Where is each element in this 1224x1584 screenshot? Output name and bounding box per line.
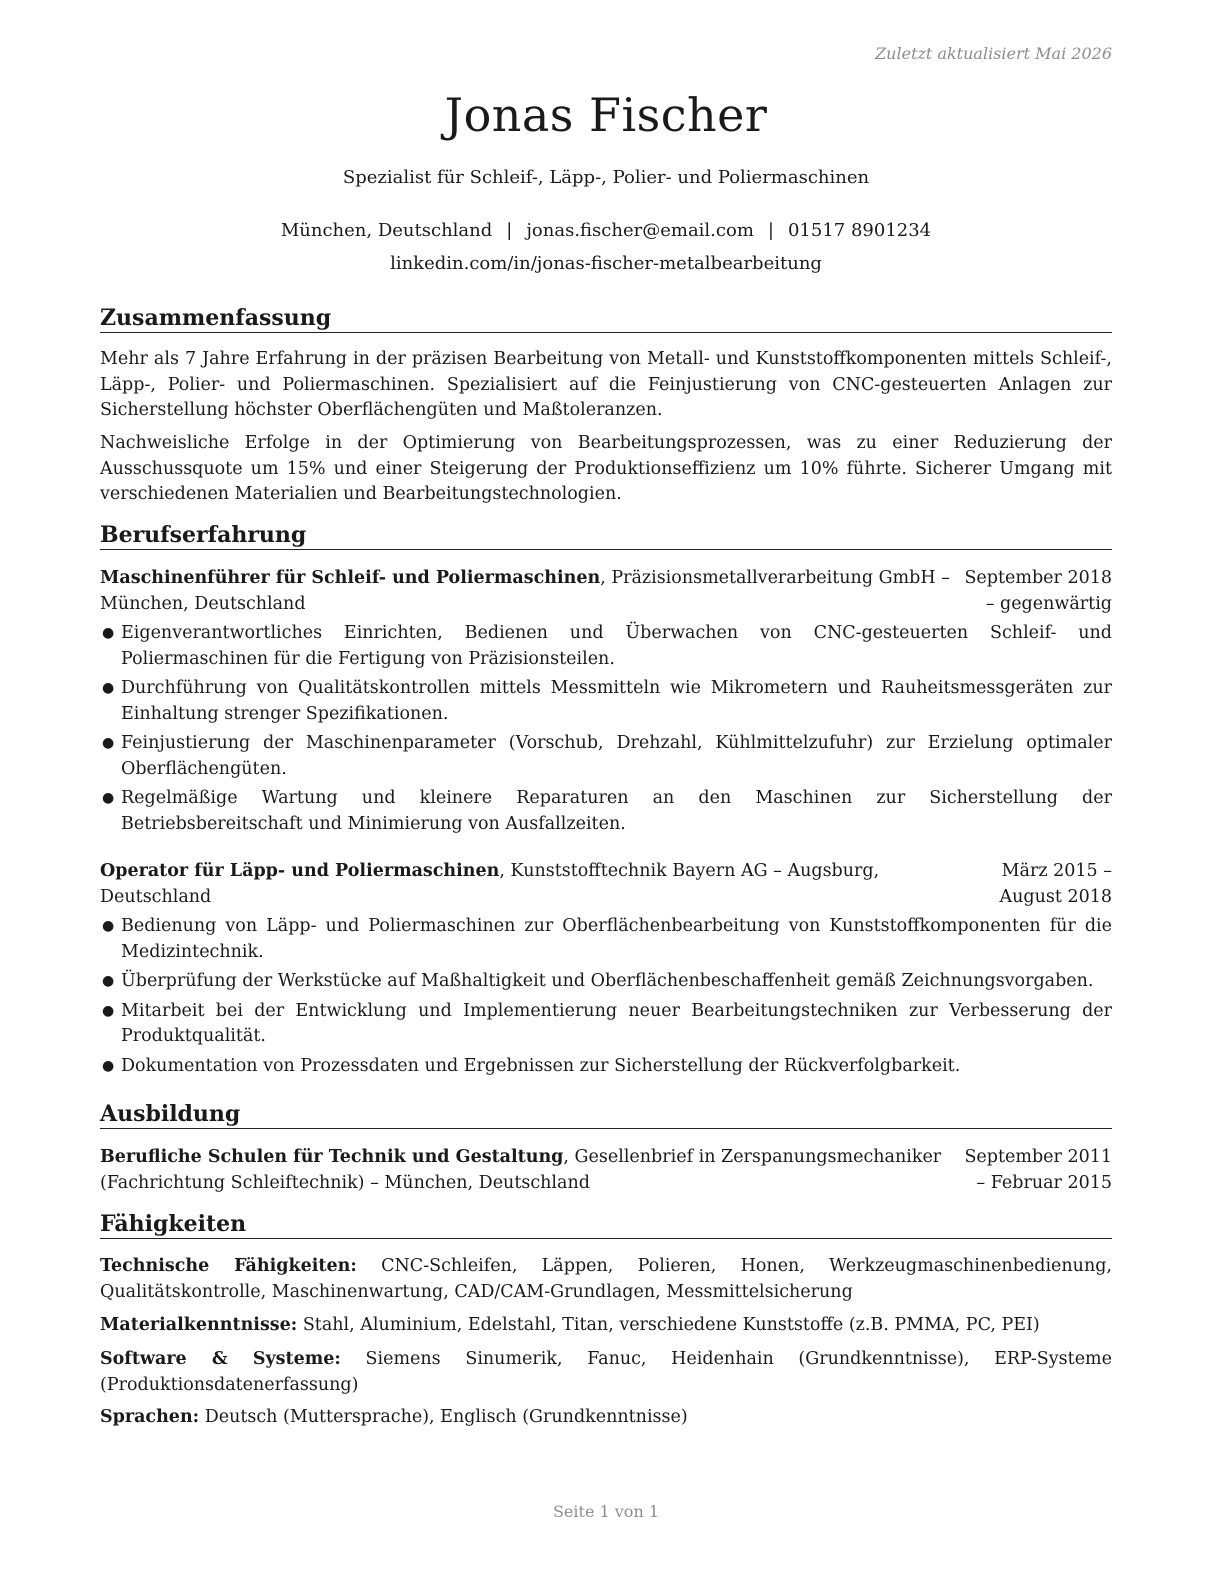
list-item <box>100 621 1112 672</box>
job-organization: , Kunststofftechnik Bayern AG – Augsburg, Deutschland <box>100 861 880 907</box>
skill-label: Sprachen: <box>100 1407 200 1427</box>
summary-paragraph: Mehr als 7 Jahre Erfahrung in der präzisen Bearbeitung von Metall- und Kunststoffkomponenten mittels Schleif-, Läpp-, Polier- und Poliermaschinen. Spezialisiert auf die Feinjustierung von CNC-gesteuerten Anlagen zur Sicherstellung höchster Oberflächengüten und Maßtoleranzen. <box>100 349 1112 420</box>
list-item <box>100 676 1112 727</box>
bullet-icon: ● <box>102 680 115 696</box>
summary-paragraph: Nachweisliche Erfolge in der Optimierung von Bearbeitungsprozessen, was zu einer Reduzierung der Ausschussquote um 15% und einer Steigerung der Produktionseffizienz um 10% führte. Sicherer Umgang mit verschiedenen Materialien und Bearbeitungstechnologien. <box>100 433 1112 504</box>
education-title-line <box>100 1145 1112 1196</box>
list-item <box>100 1054 1112 1080</box>
candidate-name: Jonas Fischer <box>444 88 768 142</box>
bullet-text: Feinjustierung der Maschinenparameter (Vorschub, Drehzahl, Kühlmittelzufuhr) zur Erzielung optimaler Oberflächengüten. <box>121 733 1112 779</box>
degree-detail: , Gesellenbrief in Zerspanungsmechaniker (Fachrichtung Schleiftechnik) – München, Deutschland <box>100 1147 942 1193</box>
skill-row <box>100 1405 1112 1431</box>
skill-value: Siemens Sinumerik, Fanuc, Heidenhain (Grundkenntnisse), ERP-Systeme (Produktionsdatenerfassung) <box>100 1349 1112 1395</box>
job-title-line <box>100 859 1112 910</box>
contact-line <box>100 220 1112 241</box>
separator: | <box>767 220 774 241</box>
section-title-skills: Fähigkeiten <box>100 1211 1112 1239</box>
skill-value: Stahl, Aluminium, Edelstahl, Titan, verschiedene Kunststoffe (z.B. PMMA, PC, PEI) <box>297 1315 1040 1335</box>
skill-label: Materialkenntnisse: <box>100 1315 298 1335</box>
bullet-text: Regelmäßige Wartung und kleinere Reparaturen an den Maschinen zur Sicherstellung der Betriebsbereitschaft und Minimierung von Ausfallzeiten. <box>121 788 1112 834</box>
bullet-text: Dokumentation von Prozessdaten und Ergebnissen zur Sicherstellung der Rückverfolgbarkeit. <box>121 1055 961 1076</box>
bullet-icon: ● <box>102 735 115 751</box>
bullet-text: Eigenverantwortliches Einrichten, Bedienen und Überwachen von CNC-gesteuerten Schleif- und Poliermaschinen für die Fertigung von Präzisionsteilen. <box>121 623 1112 669</box>
bullet-text: Durchführung von Qualitätskontrollen mittels Messmitteln wie Mikrometern und Rauheitsmessgeräten zur Einhaltung strenger Spezifikationen. <box>121 678 1112 724</box>
section-title-experience: Berufserfahrung <box>100 522 1112 550</box>
skill-row <box>100 1254 1112 1305</box>
linkedin-link[interactable]: linkedin.com/in/jonas-fischer-metalbearbeitung <box>390 253 822 274</box>
job-header <box>100 859 1112 910</box>
education-dates: September 2011 – Februar 2015 <box>964 1147 1112 1193</box>
bullet-icon: ● <box>102 1002 115 1019</box>
skill-row <box>100 1347 1112 1398</box>
bullet-icon: ● <box>102 790 115 806</box>
bullet-text: Bedienung von Läpp- und Poliermaschinen zur Oberflächenbearbeitung von Kunststoffkomponenten für die Medizintechnik. <box>121 916 1112 962</box>
list-item <box>100 786 1112 837</box>
job-organization: , Präzisionsmetallverarbeitung GmbH – München, Deutschland <box>100 568 950 614</box>
bullet-icon: ● <box>102 625 115 641</box>
bullet-icon: ● <box>102 973 115 989</box>
list-item <box>100 914 1112 965</box>
separator: | <box>506 220 513 241</box>
job-title-line <box>100 566 1112 617</box>
phone-text: 01517 8901234 <box>787 220 932 241</box>
email-link[interactable]: jonas.fischer@email.com <box>526 220 754 241</box>
section-title-education: Ausbildung <box>100 1101 1112 1129</box>
skill-value: Deutsch (Muttersprache), Englisch (Grundkenntnisse) <box>199 1407 688 1427</box>
bullet-text: Mitarbeit bei der Entwicklung und Implementierung neuer Bearbeitungstechniken zur Verbesserung der Produktqualität. <box>121 1000 1112 1046</box>
bullet-icon: ● <box>102 1057 115 1074</box>
job-dates: März 2015 – August 2018 <box>999 861 1112 907</box>
education-entry <box>100 1145 1112 1196</box>
job-bullet-list <box>100 914 1112 1083</box>
skill-label: Technische Fähigkeiten: <box>100 1256 357 1276</box>
job-role: Maschinenführer für Schleif- und Poliermaschinen <box>100 568 601 588</box>
last-updated-note: Zuletzt aktualisiert Mai 2026 <box>875 44 1112 63</box>
job-bullet-list <box>100 621 1112 841</box>
candidate-headline: Spezialist für Schleif-, Läpp-, Polier- und Poliermaschinen <box>342 167 870 188</box>
section-title-summary: Zusammenfassung <box>100 305 1112 333</box>
list-item <box>100 969 1112 995</box>
list-item <box>100 999 1112 1050</box>
job-dates: September 2018 – gegenwärtig <box>964 568 1112 614</box>
location-text: München, Deutschland <box>280 220 493 241</box>
bullet-text: Überprüfung der Werkstücke auf Maßhaltigkeit und Oberflächenbeschaffenheit gemäß Zeichnungsvorgaben. <box>121 971 1094 991</box>
page-number: Seite 1 von 1 <box>552 1502 660 1521</box>
list-item <box>100 731 1112 782</box>
bullet-icon: ● <box>102 918 115 934</box>
job-role: Operator für Läpp- und Poliermaschinen <box>100 861 500 881</box>
job-header <box>100 566 1112 617</box>
resume-page <box>100 0 1112 1584</box>
skill-value: CNC-Schleifen, Läppen, Polieren, Honen, Werkzeugmaschinenbedienung, Qualitätskontrolle, Maschinenwartung, CAD/CAM-Grundlagen, Messmittelsicherung <box>100 1256 1112 1302</box>
skill-label: Software & Systeme: <box>100 1349 341 1369</box>
skill-row <box>100 1313 1112 1339</box>
school-name: Berufliche Schulen für Technik und Gestaltung <box>100 1147 564 1167</box>
